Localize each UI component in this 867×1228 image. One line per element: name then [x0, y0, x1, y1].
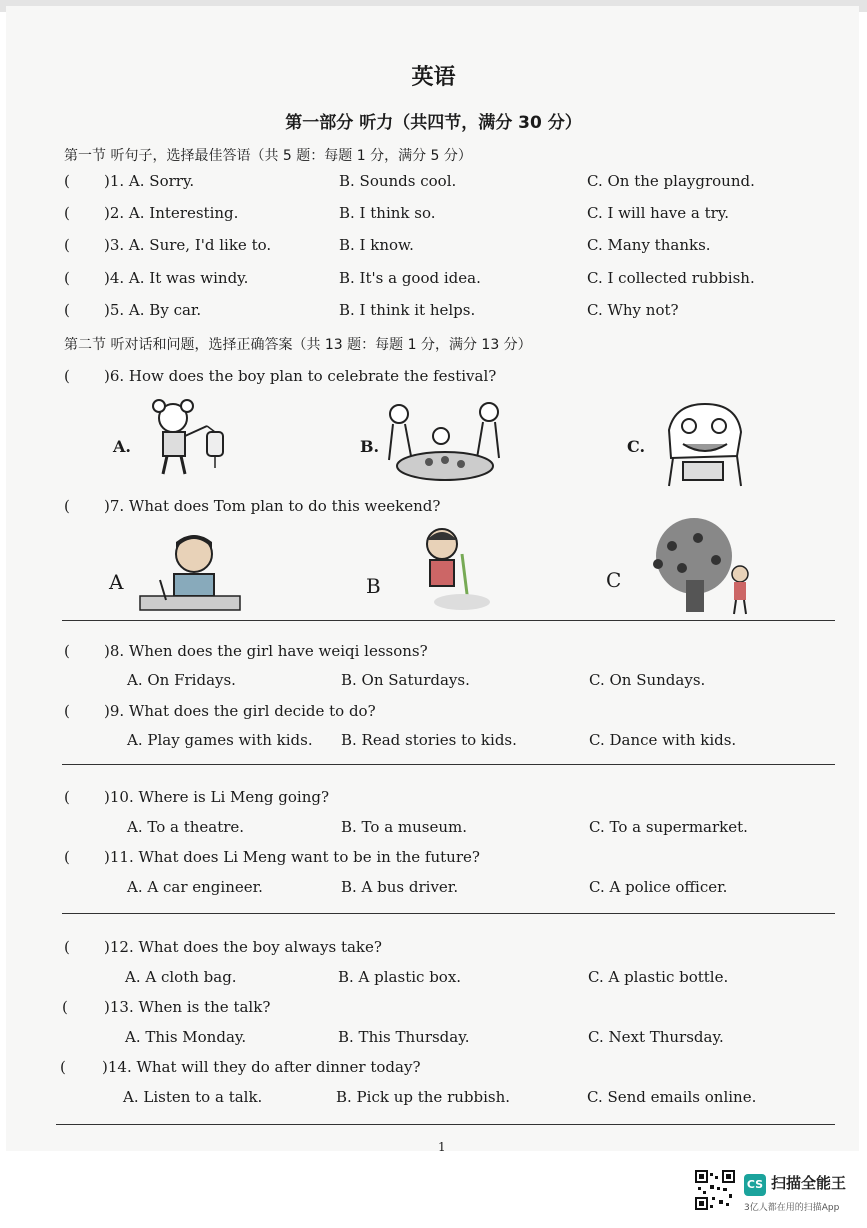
option-c: C. Dance with kids. — [589, 731, 737, 749]
apple-tree-picking-image — [638, 516, 760, 616]
answer-paren: ( — [62, 998, 68, 1016]
answer-paren: ( — [64, 301, 70, 319]
option-c-label: C. — [627, 437, 646, 456]
option-b: B. A plastic box. — [338, 968, 462, 986]
question-stem: )6. How does the boy plan to celebrate the festival? — [104, 367, 497, 385]
question-stem: )4. A. It was windy. — [104, 269, 249, 287]
question-stem: )10. Where is Li Meng going? — [104, 788, 330, 806]
divider — [62, 764, 835, 765]
option-b: B. Read stories to kids. — [341, 731, 517, 749]
option-b: B. I think it helps. — [339, 301, 476, 319]
answer-paren: ( — [64, 269, 70, 287]
option-b: B. Pick up the rubbish. — [336, 1088, 511, 1106]
girl-sweeping-image — [408, 524, 492, 610]
option-b: B. I know. — [339, 236, 414, 254]
divider — [56, 1124, 835, 1125]
question-stem: )1. A. Sorry. — [104, 172, 195, 190]
question-stem: )11. What does Li Meng want to be in the future? — [104, 848, 480, 866]
answer-paren: ( — [60, 1058, 66, 1076]
option-a: A. Play games with kids. — [127, 731, 313, 749]
question-stem: )9. What does the girl decide to do? — [104, 702, 376, 720]
option-b: B. A bus driver. — [341, 878, 459, 896]
question-stem: )12. What does the boy always take? — [104, 938, 382, 956]
option-c: C. A plastic bottle. — [588, 968, 729, 986]
answer-paren: ( — [64, 642, 70, 660]
option-a: A. A car engineer. — [127, 878, 263, 896]
option-b: B. It's a good idea. — [339, 269, 481, 287]
answer-paren: ( — [64, 788, 70, 806]
option-c: C. A police officer. — [589, 878, 728, 896]
answer-paren: ( — [64, 204, 70, 222]
option-c: C. To a supermarket. — [589, 818, 748, 836]
divider — [62, 620, 835, 621]
question-stem: )2. A. Interesting. — [104, 204, 239, 222]
app-tagline: 3亿人都在用的扫描App — [744, 1203, 840, 1213]
option-a-label: A. — [113, 437, 131, 456]
question-stem: )13. When is the talk? — [104, 998, 271, 1016]
answer-paren: ( — [64, 236, 70, 254]
option-a: A. To a theatre. — [127, 818, 245, 836]
question-stem: )5. A. By car. — [104, 301, 202, 319]
qr-code-icon — [695, 1170, 735, 1210]
section2-heading: 第二节 听对话和问题，选择正确答案（共 13 题：每题 1 分，满分 13 分） — [64, 337, 532, 353]
option-b: B. To a museum. — [341, 818, 468, 836]
option-b: B. Sounds cool. — [339, 172, 457, 190]
answer-paren: ( — [64, 367, 70, 385]
answer-paren: ( — [64, 497, 70, 515]
option-c: C. On Sundays. — [589, 671, 706, 689]
option-c: C. I collected rubbish. — [587, 269, 755, 287]
camscanner-logo-icon: CS — [744, 1174, 766, 1196]
option-c: C. Next Thursday. — [588, 1028, 724, 1046]
question-stem: )3. A. Sure, I'd like to. — [104, 236, 272, 254]
option-b-label: B — [366, 574, 381, 598]
question-stem: )8. When does the girl have weiqi lessons? — [104, 642, 428, 660]
option-c-label: C — [606, 568, 622, 592]
option-b-label: B. — [360, 437, 380, 456]
option-c: C. I will have a try. — [587, 204, 730, 222]
app-name: 扫描全能王 — [771, 1174, 847, 1192]
answer-paren: ( — [64, 702, 70, 720]
option-a-label: A — [109, 570, 124, 594]
family-dinner-image — [385, 400, 503, 488]
section1-heading: 第一节 听句子，选择最佳答语（共 5 题：每题 1 分，满分 5 分） — [64, 148, 472, 164]
option-a: A. On Fridays. — [127, 671, 236, 689]
option-c: C. Many thanks. — [587, 236, 711, 254]
lion-dance-image — [661, 400, 747, 488]
girl-with-lantern-image — [145, 396, 233, 478]
option-c: C. On the playground. — [587, 172, 755, 190]
question-stem: )7. What does Tom plan to do this weekend? — [104, 497, 441, 515]
answer-paren: ( — [64, 848, 70, 866]
option-a: A. A cloth bag. — [125, 968, 237, 986]
option-a: A. This Monday. — [125, 1028, 247, 1046]
page-number: 1 — [438, 1140, 446, 1154]
boy-writing-image — [136, 530, 244, 614]
option-b: B. On Saturdays. — [341, 671, 470, 689]
part-title: 第一部分 听力（共四节，满分 30 分） — [285, 113, 582, 133]
option-a: A. Listen to a talk. — [123, 1088, 263, 1106]
answer-paren: ( — [64, 938, 70, 956]
answer-paren: ( — [64, 172, 70, 190]
divider — [62, 913, 835, 914]
option-b: B. I think so. — [339, 204, 436, 222]
option-c: C. Why not? — [587, 301, 679, 319]
question-stem: )14. What will they do after dinner today? — [102, 1058, 421, 1076]
page-title: 英语 — [411, 65, 456, 90]
option-c: C. Send emails online. — [587, 1088, 757, 1106]
option-b: B. This Thursday. — [338, 1028, 470, 1046]
